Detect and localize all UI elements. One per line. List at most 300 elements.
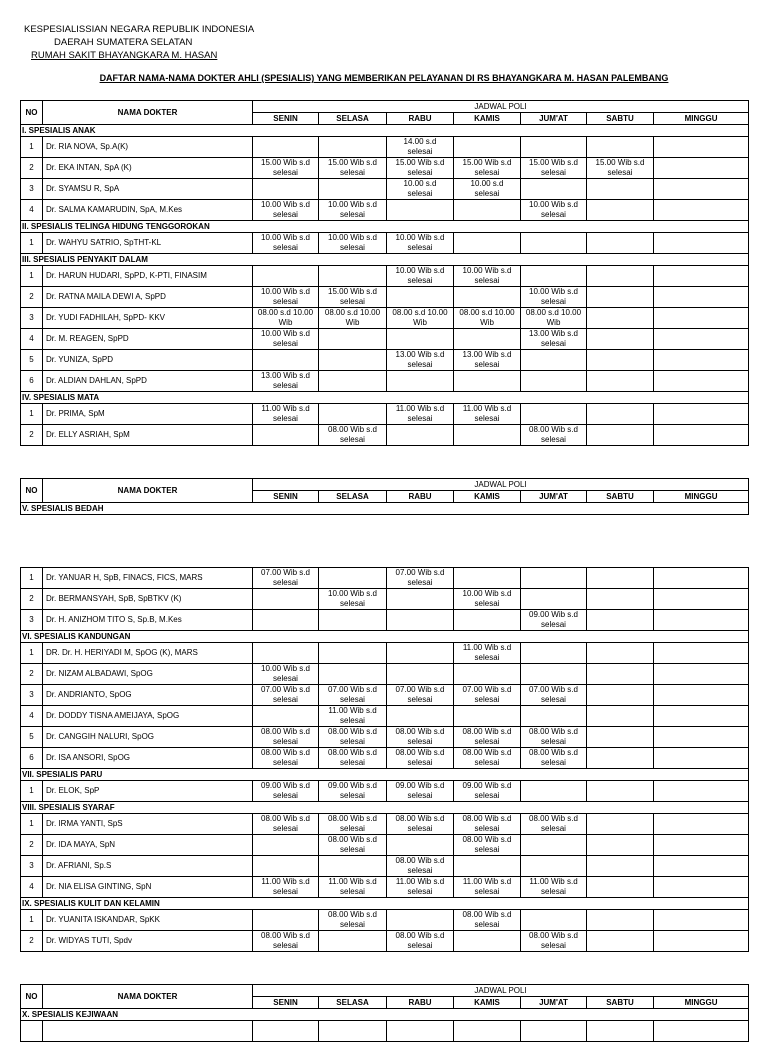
- doctor-number: 1: [21, 266, 43, 287]
- schedule-cell: 08.00 Wib s.d selesai: [521, 748, 587, 769]
- doctor-row: [21, 158, 749, 179]
- schedule-cell: [654, 425, 749, 446]
- doctor-number: 2: [21, 287, 43, 308]
- schedule-cell: [587, 877, 654, 898]
- doctor-name: Dr. WAHYU SATRIO, SpTHT-KL: [43, 233, 253, 254]
- schedule-cell: [587, 200, 654, 221]
- schedule-cell: 09.00 Wib s.d selesai: [387, 781, 454, 802]
- doctor-row: [21, 931, 749, 952]
- schedule-cell: [253, 179, 319, 200]
- column-header-day: SABTU: [587, 491, 654, 503]
- doctor-number: 3: [21, 685, 43, 706]
- schedule-cell: [587, 371, 654, 392]
- schedule-cell: 10.00 Wib s.d selesai: [319, 200, 387, 221]
- section-title: III. SPESIALIS PENYAKIT DALAM: [21, 254, 749, 266]
- schedule-cell: [253, 137, 319, 158]
- schedule-cell: [654, 814, 749, 835]
- doctor-name: Dr. YANUAR H, SpB, FINACS, FICS, MARS: [43, 568, 253, 589]
- doctor-name: Dr. YUDI FADHILAH, SpPD- KKV: [43, 308, 253, 329]
- schedule-cell: 13.00 Wib s.d selesai: [454, 350, 521, 371]
- schedule-cell: [654, 404, 749, 425]
- schedule-cell: 11.00 Wib s.d selesai: [387, 404, 454, 425]
- schedule-cell: [587, 137, 654, 158]
- schedule-cell: [319, 664, 387, 685]
- doctor-number: 6: [21, 748, 43, 769]
- schedule-cell: [654, 589, 749, 610]
- schedule-cell: 13.00 Wib s.d selesai: [521, 329, 587, 350]
- doctor-number: 4: [21, 877, 43, 898]
- schedule-cell: [654, 610, 749, 631]
- schedule-cell: 07.00 Wib s.d selesai: [454, 685, 521, 706]
- column-header-day: MINGGU: [654, 491, 749, 503]
- column-header-day: RABU: [387, 997, 454, 1009]
- schedule-cell: 15.00 Wib s.d selesai: [587, 158, 654, 179]
- schedule-cell: [654, 835, 749, 856]
- column-header-jadwal: JADWAL POLI: [253, 101, 749, 113]
- schedule-cell: [521, 856, 587, 877]
- schedule-cell: 08.00 Wib s.d selesai: [387, 814, 454, 835]
- section-title: V. SPESIALIS BEDAH: [21, 503, 749, 515]
- schedule-cell: [654, 179, 749, 200]
- schedule-cell: 08.00 Wib s.d selesai: [521, 931, 587, 952]
- column-header-day: JUM'AT: [521, 997, 587, 1009]
- column-header-day: RABU: [387, 113, 454, 125]
- schedule-cell: 07.00 Wib s.d selesai: [319, 685, 387, 706]
- doctor-name: Dr. CANGGIH NALURI, SpOG: [43, 727, 253, 748]
- schedule-cell: [387, 664, 454, 685]
- schedule-cell: [654, 748, 749, 769]
- doctor-name: Dr. ELOK, SpP: [43, 781, 253, 802]
- schedule-cell: [253, 589, 319, 610]
- column-header-no: NO: [21, 101, 43, 125]
- doctor-number: 2: [21, 589, 43, 610]
- schedule-cell: [587, 727, 654, 748]
- schedule-table: [20, 567, 749, 952]
- schedule-cell: [454, 371, 521, 392]
- doctor-number: 4: [21, 200, 43, 221]
- schedule-cell: 08.00 Wib s.d selesai: [319, 425, 387, 446]
- schedule-cell: [521, 589, 587, 610]
- schedule-cell: [319, 137, 387, 158]
- schedule-cell: 09.00 Wib s.d selesai: [319, 781, 387, 802]
- schedule-cell: 08.00 Wib s.d selesai: [454, 835, 521, 856]
- doctor-row: [21, 137, 749, 158]
- schedule-cell: 07.00 Wib s.d selesai: [521, 685, 587, 706]
- schedule-cell: [654, 287, 749, 308]
- schedule-cell: 08.00 s.d 10.00 Wib: [319, 308, 387, 329]
- section-title: VII. SPESIALIS PARU: [21, 769, 749, 781]
- schedule-cell: 10.00 s.d selesai: [454, 179, 521, 200]
- schedule-cell: [319, 931, 387, 952]
- column-header-day: SELASA: [319, 491, 387, 503]
- schedule-cell: 08.00 Wib s.d selesai: [253, 931, 319, 952]
- schedule-cell: 08.00 Wib s.d selesai: [521, 814, 587, 835]
- doctor-row: [21, 329, 749, 350]
- schedule-cell: 10.00 Wib s.d selesai: [387, 266, 454, 287]
- schedule-cell: [587, 856, 654, 877]
- schedule-cell: [654, 664, 749, 685]
- schedule-cell: [319, 179, 387, 200]
- doctor-row: [21, 287, 749, 308]
- schedule-cell: [521, 568, 587, 589]
- doctor-name: Dr. YUNIZA, SpPD: [43, 350, 253, 371]
- doctor-number: 2: [21, 664, 43, 685]
- doctor-row: [21, 706, 749, 727]
- doctor-number: 3: [21, 856, 43, 877]
- schedule-cell: [387, 835, 454, 856]
- schedule-cell: 08.00 Wib s.d selesai: [319, 814, 387, 835]
- schedule-cell: 08.00 s.d 10.00 Wib: [454, 308, 521, 329]
- schedule-cell: 10.00 Wib s.d selesai: [253, 287, 319, 308]
- schedule-cell: [387, 706, 454, 727]
- doctor-row: [21, 664, 749, 685]
- doctor-number: 2: [21, 835, 43, 856]
- section-title: IX. SPESIALIS KULIT DAN KELAMIN: [21, 898, 749, 910]
- schedule-cell: [654, 727, 749, 748]
- schedule-cell: [319, 350, 387, 371]
- schedule-cell: [319, 610, 387, 631]
- schedule-cell: 08.00 Wib s.d selesai: [253, 814, 319, 835]
- section-row: [21, 898, 749, 910]
- schedule-cell: 11.00 Wib s.d selesai: [454, 877, 521, 898]
- doctor-row: [21, 233, 749, 254]
- doctor-row: [21, 425, 749, 446]
- schedule-cell: 15.00 Wib s.d selesai: [387, 158, 454, 179]
- schedule-cell: 08.00 Wib s.d selesai: [387, 748, 454, 769]
- schedule-cell: [387, 200, 454, 221]
- doctor-row: [21, 179, 749, 200]
- schedule-cell: 08.00 Wib s.d selesai: [521, 727, 587, 748]
- column-header-day: JUM'AT: [521, 113, 587, 125]
- doctor-row: [21, 814, 749, 835]
- schedule-cell: [521, 835, 587, 856]
- schedule-cell: [654, 706, 749, 727]
- doctor-row: [21, 856, 749, 877]
- schedule-cell: [521, 643, 587, 664]
- schedule-cell: [587, 706, 654, 727]
- schedule-cell: 08.00 Wib s.d selesai: [387, 727, 454, 748]
- section-title: VI. SPESIALIS KANDUNGAN: [21, 631, 749, 643]
- schedule-cell: [521, 781, 587, 802]
- table-header-row: [21, 985, 749, 997]
- doctor-number: 5: [21, 727, 43, 748]
- schedule-cell: [387, 371, 454, 392]
- table-header-row: [21, 101, 749, 113]
- schedule-cell: [587, 425, 654, 446]
- schedule-cell: [654, 931, 749, 952]
- doctor-name: Dr. ELLY ASRIAH, SpM: [43, 425, 253, 446]
- schedule-cell: [521, 266, 587, 287]
- schedule-cell: [387, 329, 454, 350]
- doctor-name: Dr. HARUN HUDARI, SpPD, K-PTI, FINASIM: [43, 266, 253, 287]
- schedule-cell: 11.00 Wib s.d selesai: [454, 643, 521, 664]
- column-header-day: SELASA: [319, 113, 387, 125]
- schedule-cell: [387, 610, 454, 631]
- ministry-line: KESPESIALISSIAN NEGARA REPUBLIK INDONESIA: [24, 24, 255, 35]
- doctor-name: Dr. NIZAM ALBADAWI, SpOG: [43, 664, 253, 685]
- document-title: DAFTAR NAMA-NAMA DOKTER AHLI (SPESIALIS) YANG MEMBERIKAN PELAYANAN DI RS BHAYANGKARA M. HASAN PALEMBANG: [99, 73, 669, 83]
- schedule-cell: [319, 329, 387, 350]
- doctor-number: 1: [21, 233, 43, 254]
- schedule-cell: [654, 781, 749, 802]
- schedule-cell: [654, 266, 749, 287]
- schedule-cell: [454, 706, 521, 727]
- schedule-cell: 11.00 Wib s.d selesai: [387, 877, 454, 898]
- schedule-cell: [521, 350, 587, 371]
- schedule-cell: [654, 200, 749, 221]
- section-row: [21, 221, 749, 233]
- schedule-cell: 10.00 Wib s.d selesai: [253, 664, 319, 685]
- schedule-cell: 11.00 Wib s.d selesai: [319, 706, 387, 727]
- schedule-cell: 11.00 Wib s.d selesai: [253, 404, 319, 425]
- doctor-name: Dr. IDA MAYA, SpN: [43, 835, 253, 856]
- doctor-name: Dr. SALMA KAMARUDIN, SpA, M.Kes: [43, 200, 253, 221]
- schedule-cell: 10.00 Wib s.d selesai: [319, 233, 387, 254]
- schedule-cell: [454, 664, 521, 685]
- column-header-day: MINGGU: [654, 997, 749, 1009]
- schedule-cell: [654, 233, 749, 254]
- schedule-cell: [587, 685, 654, 706]
- schedule-cell: [587, 931, 654, 952]
- doctor-name: Dr. NIA ELISA GINTING, SpN: [43, 877, 253, 898]
- schedule-cell: 08.00 s.d 10.00 Wib: [253, 308, 319, 329]
- region-line: DAERAH SUMATERA SELATAN: [54, 37, 193, 48]
- schedule-cell: [587, 329, 654, 350]
- column-header-day: KAMIS: [454, 113, 521, 125]
- doctor-name: Dr. ANDRIANTO, SpOG: [43, 685, 253, 706]
- schedule-cell: 08.00 Wib s.d selesai: [319, 727, 387, 748]
- schedule-cell: [587, 610, 654, 631]
- schedule-cell: 10.00 Wib s.d selesai: [253, 200, 319, 221]
- doctor-number: 3: [21, 179, 43, 200]
- section-row: [21, 631, 749, 643]
- doctor-name: Dr. YUANITA ISKANDAR, SpKK: [43, 910, 253, 931]
- column-header-name: NAMA DOKTER: [43, 479, 253, 503]
- schedule-cell: [654, 568, 749, 589]
- schedule-cell: [387, 910, 454, 931]
- schedule-cell: 15.00 Wib s.d selesai: [521, 158, 587, 179]
- hospital-name: RUMAH SAKIT BHAYANGKARA M. HASAN: [31, 50, 218, 61]
- doctor-row: [21, 568, 749, 589]
- column-header-day: SENIN: [253, 491, 319, 503]
- doctor-name: Dr. BERMANSYAH, SpB, SpBTKV (K): [43, 589, 253, 610]
- schedule-cell: 08.00 s.d 10.00 Wib: [387, 308, 454, 329]
- schedule-cell: 08.00 Wib s.d selesai: [454, 748, 521, 769]
- doctor-number: 1: [21, 404, 43, 425]
- column-header-day: SENIN: [253, 113, 319, 125]
- schedule-cell: 07.00 Wib s.d selesai: [253, 685, 319, 706]
- schedule-cell: [454, 329, 521, 350]
- column-header-no: NO: [21, 479, 43, 503]
- column-header-jadwal: JADWAL POLI: [253, 479, 749, 491]
- doctor-name: DR. Dr. H. HERIYADI M, SpOG (K), MARS: [43, 643, 253, 664]
- column-header-name: NAMA DOKTER: [43, 101, 253, 125]
- schedule-cell: [587, 404, 654, 425]
- doctor-number: 6: [21, 371, 43, 392]
- schedule-cell: 11.00 Wib s.d selesai: [521, 877, 587, 898]
- schedule-cell: [654, 643, 749, 664]
- doctor-name: Dr. DODDY TISNA AMEIJAYA, SpOG: [43, 706, 253, 727]
- schedule-cell: [587, 664, 654, 685]
- schedule-cell: 08.00 Wib s.d selesai: [253, 727, 319, 748]
- schedule-cell: [521, 910, 587, 931]
- schedule-cell: [654, 137, 749, 158]
- schedule-cell: [454, 287, 521, 308]
- section-title: IV. SPESIALIS MATA: [21, 392, 749, 404]
- doctor-number: 2: [21, 931, 43, 952]
- schedule-cell: 10.00 Wib s.d selesai: [387, 233, 454, 254]
- doctor-row: [21, 350, 749, 371]
- schedule-cell: [454, 137, 521, 158]
- schedule-cell: [454, 568, 521, 589]
- schedule-cell: 08.00 Wib s.d selesai: [521, 425, 587, 446]
- schedule-cell: 09.00 Wib s.d selesai: [521, 610, 587, 631]
- schedule-cell: [654, 329, 749, 350]
- schedule-cell: [587, 308, 654, 329]
- schedule-cell: 15.00 Wib s.d selesai: [253, 158, 319, 179]
- schedule-cell: [654, 308, 749, 329]
- doctor-name: Dr. SYAMSU R, SpA: [43, 179, 253, 200]
- schedule-cell: 07.00 Wib s.d selesai: [387, 685, 454, 706]
- doctor-row: [21, 685, 749, 706]
- schedule-cell: [454, 233, 521, 254]
- schedule-cell: [454, 610, 521, 631]
- doctor-number: 1: [21, 137, 43, 158]
- schedule-cell: [587, 781, 654, 802]
- schedule-cell: [521, 404, 587, 425]
- schedule-cell: [253, 706, 319, 727]
- schedule-cell: [454, 425, 521, 446]
- schedule-cell: [521, 137, 587, 158]
- schedule-cell: 08.00 Wib s.d selesai: [454, 910, 521, 931]
- doctor-name: Dr. RIA NOVA, Sp.A(K): [43, 137, 253, 158]
- schedule-cell: [654, 158, 749, 179]
- doctor-row: [21, 404, 749, 425]
- schedule-cell: 10.00 Wib s.d selesai: [521, 200, 587, 221]
- schedule-table: [20, 100, 749, 446]
- schedule-cell: [253, 910, 319, 931]
- schedule-cell: [587, 643, 654, 664]
- schedule-cell: 11.00 Wib s.d selesai: [454, 404, 521, 425]
- schedule-cell: [587, 233, 654, 254]
- schedule-cell: [454, 856, 521, 877]
- schedule-cell: [253, 350, 319, 371]
- schedule-cell: [387, 287, 454, 308]
- doctor-row: [21, 589, 749, 610]
- schedule-cell: 15.00 Wib s.d selesai: [319, 287, 387, 308]
- schedule-cell: [387, 643, 454, 664]
- column-header-day: SABTU: [587, 997, 654, 1009]
- schedule-cell: [587, 748, 654, 769]
- section-row: [21, 769, 749, 781]
- column-header-no: NO: [21, 985, 43, 1009]
- schedule-cell: [521, 664, 587, 685]
- column-header-name: NAMA DOKTER: [43, 985, 253, 1009]
- section-row: [21, 1009, 749, 1021]
- doctor-number: 3: [21, 610, 43, 631]
- schedule-cell: 10.00 Wib s.d selesai: [319, 589, 387, 610]
- schedule-cell: [654, 856, 749, 877]
- schedule-cell: [253, 643, 319, 664]
- doctor-number: 1: [21, 910, 43, 931]
- schedule-table: [20, 984, 749, 1042]
- schedule-cell: 10.00 Wib s.d selesai: [253, 233, 319, 254]
- schedule-cell: 10.00 Wib s.d selesai: [454, 589, 521, 610]
- doctor-row: [21, 266, 749, 287]
- schedule-cell: 10.00 Wib s.d selesai: [521, 287, 587, 308]
- column-header-day: KAMIS: [454, 997, 521, 1009]
- schedule-cell: [654, 877, 749, 898]
- schedule-table: [20, 478, 749, 515]
- schedule-cell: [587, 814, 654, 835]
- schedule-cell: [654, 371, 749, 392]
- schedule-cell: [253, 425, 319, 446]
- doctor-name: Dr. ISA ANSORI, SpOG: [43, 748, 253, 769]
- schedule-cell: 11.00 Wib s.d selesai: [253, 877, 319, 898]
- doctor-number: 3: [21, 308, 43, 329]
- schedule-cell: 08.00 Wib s.d selesai: [387, 856, 454, 877]
- schedule-cell: [387, 425, 454, 446]
- section-title: VIII. SPESIALIS SYARAF: [21, 802, 749, 814]
- schedule-cell: 07.00 Wib s.d selesai: [387, 568, 454, 589]
- column-header-day: MINGGU: [654, 113, 749, 125]
- schedule-cell: 15.00 Wib s.d selesai: [319, 158, 387, 179]
- doctor-number: 1: [21, 814, 43, 835]
- schedule-cell: [587, 910, 654, 931]
- doctor-number: 1: [21, 781, 43, 802]
- schedule-cell: 08.00 Wib s.d selesai: [454, 727, 521, 748]
- column-header-day: SABTU: [587, 113, 654, 125]
- doctor-name: Dr. ALDIAN DAHLAN, SpPD: [43, 371, 253, 392]
- schedule-cell: [587, 179, 654, 200]
- schedule-cell: 13.00 Wib s.d selesai: [387, 350, 454, 371]
- schedule-cell: 08.00 Wib s.d selesai: [319, 835, 387, 856]
- section-title: II. SPESIALIS TELINGA HIDUNG TENGGOROKAN: [21, 221, 749, 233]
- section-row: [21, 392, 749, 404]
- schedule-cell: [654, 910, 749, 931]
- schedule-cell: 10.00 Wib s.d selesai: [253, 329, 319, 350]
- doctor-row: [21, 371, 749, 392]
- schedule-cell: [587, 287, 654, 308]
- doctor-number: 4: [21, 706, 43, 727]
- schedule-cell: [319, 568, 387, 589]
- column-header-day: RABU: [387, 491, 454, 503]
- schedule-cell: 14.00 s.d selesai: [387, 137, 454, 158]
- schedule-cell: 11.00 Wib s.d selesai: [319, 877, 387, 898]
- schedule-cell: 08.00 Wib s.d selesai: [387, 931, 454, 952]
- doctor-row: [21, 727, 749, 748]
- schedule-cell: [587, 266, 654, 287]
- section-title: X. SPESIALIS KEJIWAAN: [21, 1009, 749, 1021]
- schedule-cell: [387, 589, 454, 610]
- table-header-row: [21, 479, 749, 491]
- section-row: [21, 802, 749, 814]
- schedule-cell: 10.00 s.d selesai: [387, 179, 454, 200]
- column-header-jadwal: JADWAL POLI: [253, 985, 749, 997]
- doctor-name: Dr. M. REAGEN, SpPD: [43, 329, 253, 350]
- column-header-day: SENIN: [253, 997, 319, 1009]
- schedule-cell: [319, 404, 387, 425]
- doctor-row: [21, 781, 749, 802]
- doctor-row: [21, 200, 749, 221]
- schedule-cell: [587, 568, 654, 589]
- schedule-cell: [253, 610, 319, 631]
- schedule-cell: [454, 931, 521, 952]
- schedule-cell: 08.00 Wib s.d selesai: [319, 748, 387, 769]
- schedule-cell: [319, 643, 387, 664]
- column-header-day: SELASA: [319, 997, 387, 1009]
- schedule-cell: [253, 856, 319, 877]
